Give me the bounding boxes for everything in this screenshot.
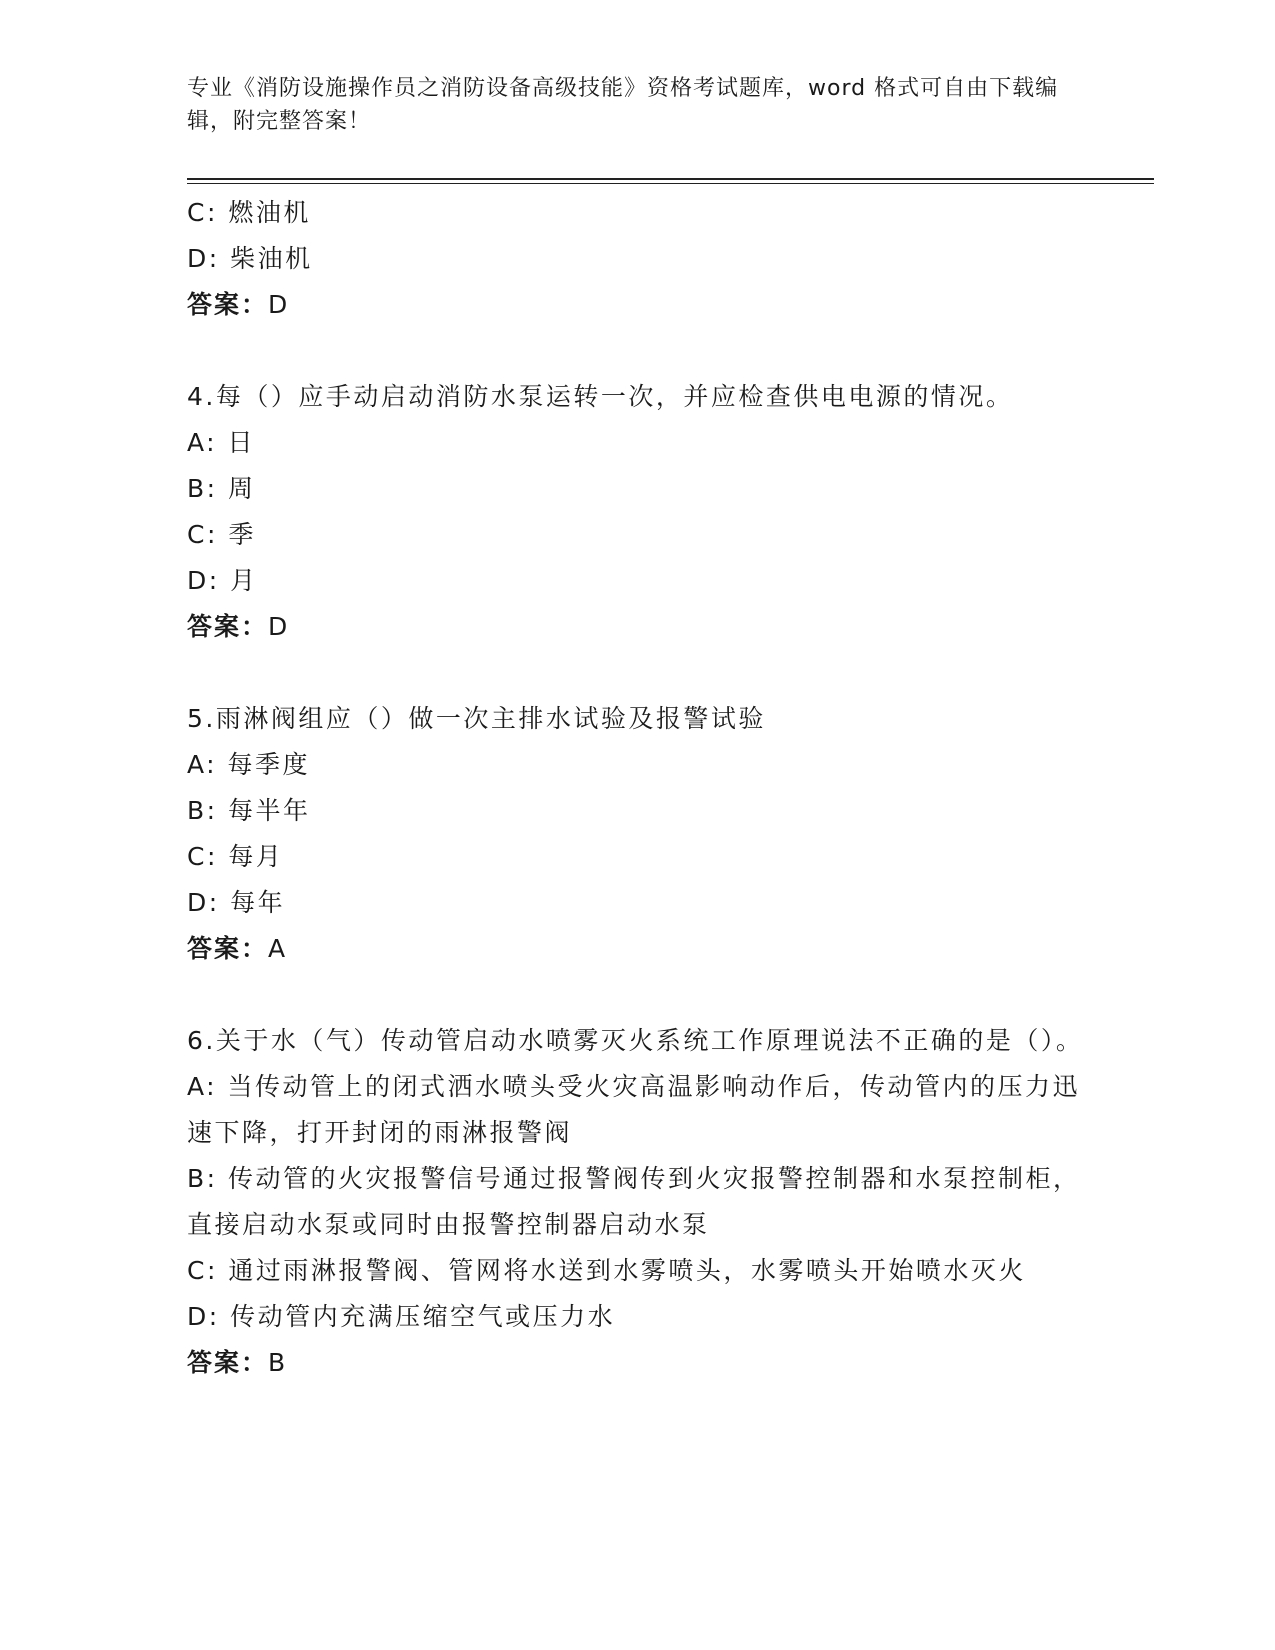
option-c: C: 季 <box>187 520 256 549</box>
answer-value: D <box>268 612 290 641</box>
option-b: B: 周 <box>187 474 256 503</box>
answer-label: 答案： <box>187 612 269 641</box>
option-a: A: 每季度 <box>187 750 311 779</box>
answer-label: 答案： <box>187 1348 269 1377</box>
answer-line <box>187 282 1087 328</box>
question-stem: 4.每（）应手动启动消防水泵运转一次，并应检查供电电源的情况。 <box>187 382 1014 411</box>
spacer <box>187 972 1087 1018</box>
question-5 <box>187 696 1087 972</box>
option-d: D: 每年 <box>187 888 286 917</box>
option-c: C: 每月 <box>187 842 284 871</box>
answer-line <box>187 1340 1087 1386</box>
answer-label: 答案： <box>187 290 269 319</box>
spacer <box>187 650 1087 696</box>
option-d: D: 传动管内充满压缩空气或压力水 <box>187 1302 616 1331</box>
option-b: B: 每半年 <box>187 796 311 825</box>
answer-line <box>187 926 1087 972</box>
option-a: A: 当传动管上的闭式洒水喷头受火灾高温影响动作后，传动管内的压力迅速下降，打开封闭的雨淋报警阀 <box>187 1072 1081 1147</box>
question-stem: 6.关于水（气）传动管启动水喷雾灭火系统工作原理说法不正确的是（）。 <box>187 1026 1084 1055</box>
header-divider-thin <box>187 183 1154 184</box>
answer-line <box>187 604 1087 650</box>
question-6 <box>187 1018 1087 1386</box>
question-4 <box>187 374 1087 650</box>
question-stem: 5.雨淋阀组应（）做一次主排水试验及报警试验 <box>187 704 766 733</box>
header-divider-thick <box>187 178 1154 180</box>
answer-label: 答案： <box>187 934 269 963</box>
answer-value: B <box>268 1348 288 1377</box>
header-text: 专业《消防设施操作员之消防设备高级技能》资格考试题库，word 格式可自由下载编辑，附完整答案！ <box>187 76 1059 134</box>
option-c: C: 通过雨淋报警阀、管网将水送到水雾喷头，水雾喷头开始喷水灭火 <box>187 1256 1026 1285</box>
document-header <box>187 72 1067 138</box>
option-b: B: 传动管的火灾报警信号通过报警阀传到火灾报警控制器和水泵控制柜，直接启动水泵或同时由报警控制器启动水泵 <box>187 1164 1081 1239</box>
answer-value: A <box>268 934 288 963</box>
question-continued <box>187 190 1087 328</box>
option-c: C: 燃油机 <box>187 198 311 227</box>
answer-value: D <box>268 290 290 319</box>
spacer <box>187 328 1087 374</box>
question-list <box>187 190 1087 1386</box>
option-d: D: 月 <box>187 566 258 595</box>
option-d: D: 柴油机 <box>187 244 313 273</box>
option-a: A: 日 <box>187 428 256 457</box>
